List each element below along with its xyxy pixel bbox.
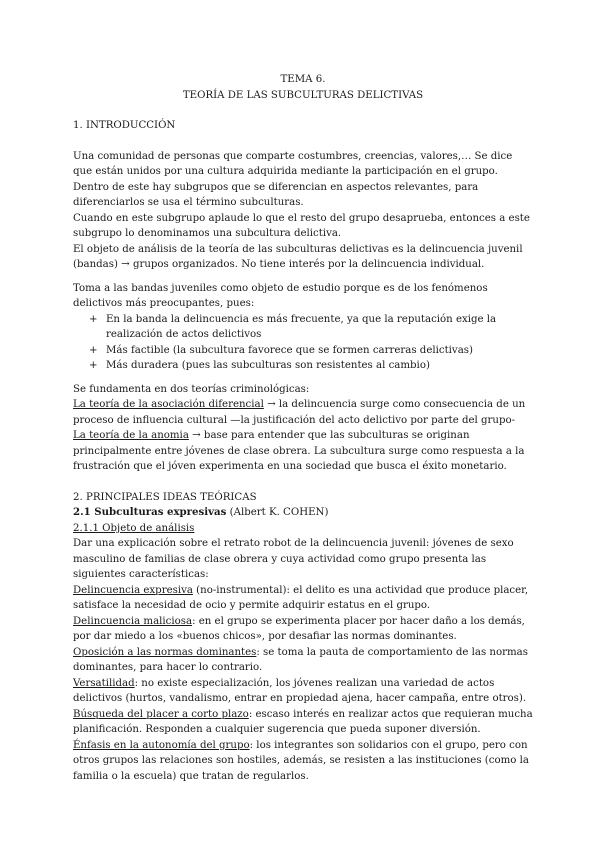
theory-text: → la delincuencia surge como consecuencia de un proceso de influencia cultural —la justificación del acto delictivo por parte del grupo- (73, 399, 526, 426)
characteristic-label: Delincuencia maliciosa (73, 615, 193, 627)
subsubsection-heading: 2.1.1 Objeto de análisis (73, 522, 195, 534)
theory-text: → base para entender que las subculturas se originan principalmente entre jóvenes de clase obrera. La subcultura surge como respuesta a la frustración que el jóven experimenta en una sociedad que busca el éxito monetario. (73, 430, 525, 472)
characteristic-text: : en el grupo se experimenta placer por hacer daño a los demás, por dar miedo a los «buenos chicos», por desafiar las normas dominantes. (73, 615, 525, 642)
list-item (73, 312, 533, 343)
characteristic-text: (no-instrumental): el delito es una actividad que produce placer, satisface la necesidad de ocio y permite adquirir estatus en el grupo. (73, 584, 529, 611)
theory-label: La teoría de la asociación diferencial (73, 399, 264, 410)
intro-paragraph-4: Toma a las bandas juveniles como objeto de estudio porque es de los fenómenos delictivos más preocupantes, pues: (73, 282, 488, 309)
intro-paragraph-1: Una comunidad de personas que comparte costumbres, creencias, valores,… Se dice que están unidos por una cultura adquirida mediante la participación en el grupo. Dentro de este hay subgrupos que se diferencian en aspectos relevantes, para diferenciarlos se usa el término subculturas. (73, 150, 513, 208)
characteristic-label: Versatilidad (73, 677, 135, 689)
list-item-text: En la banda la delincuencia es más frecuente, ya que la reputación exige la realización de actos delictivos (106, 313, 497, 340)
characteristic-item (73, 738, 533, 785)
list-item (73, 343, 533, 359)
reasons-list (73, 312, 533, 374)
characteristic-text: : no existe especialización, los jóvenes realizan una variedad de actos delictivos (hurtos, vandalismo, entrar en propiedad ajena, hacer campaña, entre otros). (73, 677, 527, 704)
subsection-heading-author: (Albert K. COHEN) (226, 507, 329, 518)
bullet-mark: + (89, 344, 98, 356)
intro-paragraph-3: El objeto de análisis de la teoría de las subculturas delictivas es la delincuencia juvenil (bandas) → grupos organizados. No tiene interés por la delincuencia individual. (73, 243, 523, 270)
list-item-text: Más duradera (pues las subculturas son resistentes al cambio) (106, 360, 430, 371)
theory-asociacion-diferencial (73, 397, 533, 428)
theory-label: La teoría de la anomia (73, 430, 189, 441)
characteristic-label: Oposición a las normas dominantes (73, 646, 257, 658)
characteristic-label: Búsqueda del placer a corto plazo (73, 708, 249, 720)
characteristic-text: : los integrantes son solidarios con el grupo, pero con otros grupos las relaciones son hostiles, además, se resisten a las instituciones (como la familia o la escuela) que tratan de regularlos. (73, 739, 529, 782)
intro-paragraph-2: Cuando en este subgrupo aplaude lo que el resto del grupo desaprueba, entonces a este subgrupo lo denominamos una subcultura delictiva. (73, 212, 530, 239)
characteristic-text: : escaso interés en realizar actos que requieran mucha planificación. Responden a cualquier sugerencia que pueda suponer diversión. (73, 708, 533, 735)
characteristic-text: : se toma la pauta de comportamiento de las normas dominantes, para hacer lo contrario. (73, 646, 528, 673)
characteristic-item (73, 676, 533, 707)
section-heading-introduccion: 1. INTRODUCCIÓN (73, 120, 176, 131)
characteristic-item (73, 583, 533, 614)
document-page (73, 72, 533, 784)
characteristic-label: Delincuencia expresiva (73, 584, 193, 596)
section-heading-principales-ideas: 2. PRINCIPALES IDEAS TEÓRICAS (73, 491, 257, 503)
section2-intro-paragraph: Dar una explicación sobre el retrato robot de la delincuencia juvenil: jóvenes de sexo masculino de familias de clase obrera y cuya actividad como grupo presenta las siguientes características: (73, 538, 514, 580)
characteristic-item (73, 614, 533, 645)
subsection-heading-bold: 2.1 Subculturas expresivas (73, 506, 227, 518)
characteristic-label: Énfasis en la autonomía del grupo (73, 739, 250, 751)
bullet-mark: + (89, 360, 98, 371)
characteristic-item (73, 645, 533, 676)
doc-title-line2: TEORÍA DE LAS SUBCULTURAS DELICTIVAS (182, 89, 424, 101)
intro-paragraph-5: Se fundamenta en dos teorías criminológicas: (73, 383, 310, 395)
bullet-mark: + (89, 313, 98, 325)
characteristic-item (73, 707, 533, 738)
doc-title-line1: TEMA 6. (280, 74, 326, 85)
list-item-text: Más factible (la subcultura favorece que se formen carreras delictivas) (106, 344, 473, 356)
theory-anomia (73, 428, 533, 475)
subsection-heading (73, 505, 533, 521)
list-item (73, 358, 533, 374)
